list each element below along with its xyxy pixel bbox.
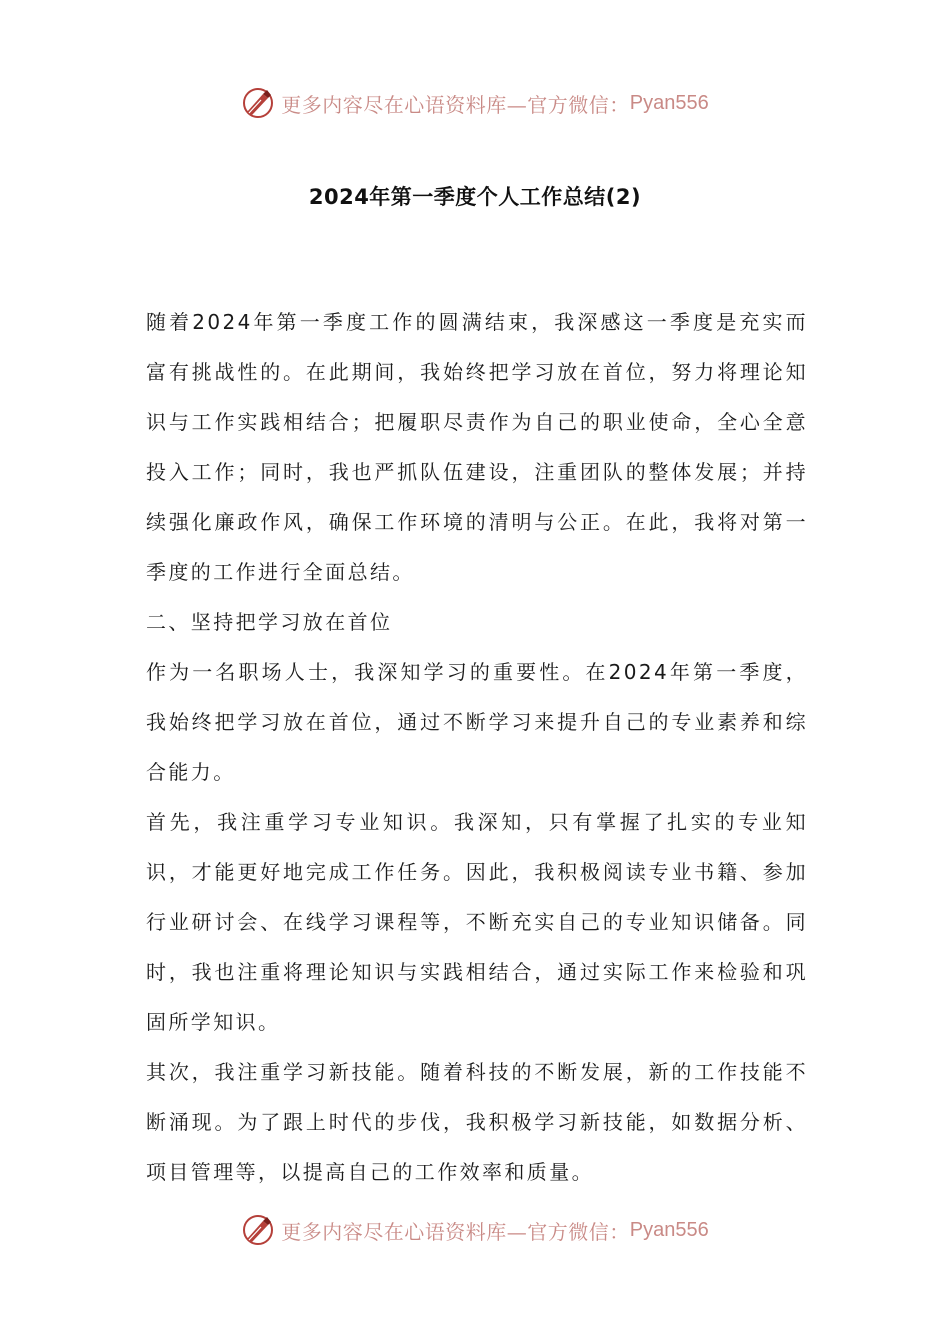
banner-wechat-id: Pyan556: [629, 91, 709, 114]
paragraph-intro: 随着2024年第一季度工作的圆满结束，我深感这一季度是充实而富有挑战性的。在此期间，我始终把学习放在首位，努力将理论知识与工作实践相结合；把履职尽责作为自己的职业使命，全心全意投入工作；同时，我也严抓队伍建设，注重团队的整体发展；并持续强化廉政作风，确保工作环境的清明与公正。在此，我将对第一季度的工作进行全面总结。: [146, 310, 808, 584]
document-body: [146, 297, 808, 1197]
banner-text: 更多内容尽在心语资料库—官方微信：: [281, 1219, 630, 1244]
pen-nib-logo-icon: [241, 1213, 275, 1247]
paragraph-learning: 作为一名职场人士，我深知学习的重要性。在2024年第一季度，我始终把学习放在首位，通过不断学习来提升自己的专业素养和综合能力。: [146, 660, 808, 784]
section-heading: 二、坚持把学习放在首位: [146, 610, 393, 634]
pen-nib-logo-icon: [241, 86, 275, 120]
header-banner: [0, 83, 950, 123]
paragraph-new-skills: 其次，我注重学习新技能。随着科技的不断发展，新的工作技能不断涌现。为了跟上时代的步伐，我积极学习新技能，如数据分析、项目管理等，以提高自己的工作效率和质量。: [146, 1060, 808, 1184]
paragraph-professional-knowledge: 首先，我注重学习专业知识。我深知，只有掌握了扎实的专业知识，才能更好地完成工作任务。因此，我积极阅读专业书籍、参加行业研讨会、在线学习课程等，不断充实自己的专业知识储备。同时，我也注重将理论知识与实践相结合，通过实际工作来检验和巩固所学知识。: [146, 810, 808, 1034]
footer-banner: [0, 1210, 950, 1250]
banner-wechat-id: Pyan556: [629, 1218, 709, 1241]
document-title: 2024年第一季度个人工作总结(2): [308, 185, 642, 209]
banner-text: 更多内容尽在心语资料库—官方微信：: [281, 92, 630, 117]
